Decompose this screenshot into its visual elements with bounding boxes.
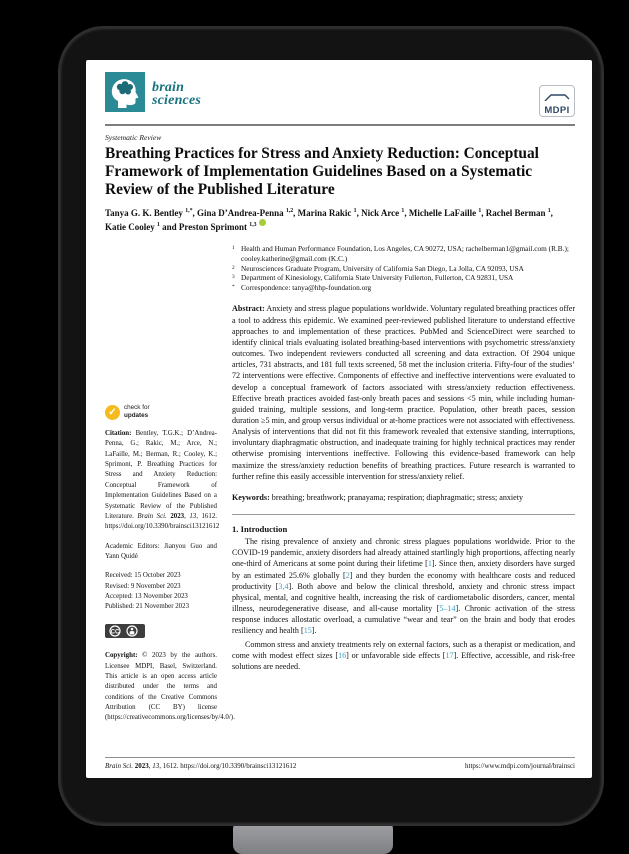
affiliation-row <box>232 244 575 263</box>
correspondence-text: Correspondence: tanya@hhp-foundation.org <box>241 282 372 292</box>
text-segment: , Nick Arce <box>356 207 402 218</box>
copyright-block <box>105 651 235 724</box>
text-segment: 1,2 <box>285 207 294 214</box>
text-segment: 2023 <box>134 762 149 770</box>
text-segment: ]. Chronic activation of the stress response induces allostatic overload, a cumulative “wear and tear” on the brain and body that erodes resiliency and health [ <box>232 604 575 636</box>
author-list <box>105 207 575 234</box>
cc-by-license-icon[interactable] <box>105 624 217 642</box>
text-segment: 1 <box>353 207 357 214</box>
text-segment: 1 <box>478 207 482 214</box>
text-segment: and Preston Sprimont <box>159 222 250 233</box>
affiliation-marker: 2 <box>232 264 235 271</box>
check-updates-line2: updates <box>124 412 149 420</box>
abstract-text: Anxiety and stress plague populations worldwide. Voluntary regulated breathing practices offer a tool to address this epidemic. We examined peer-reviewed published literature to understand effective approaches to and implementation of these practices. PubMed and ScienceDirect were searched to identify clinical trials evaluating isolated breathing-based interventions with psychometric stress/anxiety outcomes. Two independent reviewers conducted all screening and data extraction. Of 2904 unique articles, 731 abstracts, and 181 full texts screened, 58 met the inclusion criteria. Fifty-four of the studies’ 72 interventions were effective. Components of effective and ineffective interventions were evaluated to develop a conceptual framework of factors associated with stress/anxiety reduction effectiveness. Effective breath practices avoided fast-only breath paces and sessions <5 min, while including human-guided training, multiple sessions, and long-term practice. Population, other breath paces, session duration ≥5 min, and group versus individual or at-home practices were not associated with effectiveness. Analysis of interventions that did not fit this framework revealed that extensive standing, interruptions, involuntary diaphragmatic obstruction, and inadequate training for highly technical practices may render otherwise promising interventions ineffective. Following this evidence-based framework can help maximize the stress/anxiety reduction benefits of breathing practices. Future research is warranted to further refine this easily accessible intervention for stress/anxiety relief. <box>232 304 576 481</box>
affiliation-text: Health and Human Performance Foundation, Los Angeles, CA 90272, USA; rachelberman1@gmail.com (R.B.); cooley.katherine@gmail.com (K.C.) <box>241 244 569 263</box>
text-segment: ]. <box>311 626 317 636</box>
citation-ref[interactable]: 16 <box>338 650 347 660</box>
mdpi-wordmark: MDPI <box>544 105 570 116</box>
text-segment: Tanya G. K. Bentley <box>105 207 186 218</box>
published-date: Published: 21 November 2023 <box>105 603 190 611</box>
orcid-icon[interactable] <box>259 219 267 227</box>
text-segment: , <box>184 512 190 520</box>
section-divider <box>232 514 575 515</box>
text-segment: 1 <box>157 222 160 229</box>
text-segment: ] or unfavorable side effects [ <box>346 650 446 660</box>
text-segment: ] and they burden the economy with healthcare costs and reduced productivity [ <box>232 570 575 591</box>
abstract <box>232 303 575 482</box>
accepted-date: Accepted: 13 November 2023 <box>105 593 188 601</box>
footer-journal-url[interactable]: https://www.mdpi.com/journal/brainsci <box>465 762 575 770</box>
text-segment: ]. Both above and below the clinical threshold, anxiety and chronic stress impact physical, mental, and cognitive health, increasing the risk of cardiometabolic disorders, cancer, mental illness, neurodegenerative disease, and all-cause mortality [ <box>232 581 575 614</box>
article-type: Systematic Review <box>105 132 162 142</box>
revised-date: Revised: 9 November 2023 <box>105 582 181 590</box>
check-for-updates-badge[interactable] <box>105 404 217 420</box>
paper-page <box>86 60 592 778</box>
citation-ref[interactable]: 17 <box>445 650 454 660</box>
page-footer <box>105 757 575 770</box>
text-segment: 1 <box>547 207 551 214</box>
text-segment: ]. Since then, anxiety disorders have surged by an estimated 25.6% globally [ <box>232 559 575 580</box>
citation-ref[interactable]: 2 <box>345 570 350 580</box>
keywords-label: Keywords: <box>232 492 270 502</box>
citation-text <box>105 430 219 530</box>
journal-logo[interactable] <box>105 72 201 117</box>
introduction-paragraph-2 <box>232 639 575 672</box>
text-segment: 1,* <box>185 207 193 214</box>
text-segment: , 1612. https://doi.org/10.3390/brainsci13121612 <box>159 762 297 770</box>
tablet-frame <box>58 26 604 826</box>
affiliation-text: Neurosciences Graduate Program, University of California San Diego, La Jolla, CA 92093, USA <box>241 263 524 273</box>
text-segment: , Gina D’Andrea-Penna <box>192 207 286 218</box>
text-segment: Bentley, T.G.K.; D’Andrea-Penna, G.; Rakic, M.; Arce, N.; LaFaille, M.; Berman, R.; Cooley, K.; Sprimont, P. Breathing Practices for Stress and Anxiety Reduction: Conceptual Framework of Implementation Guidelines Based on a Systematic Review of the Published Literature. <box>105 430 217 520</box>
text-segment: 1 <box>401 207 405 214</box>
footer-citation <box>105 762 296 770</box>
text-segment: , 1612. https://doi.org/10.3390/brainsci13121612 <box>105 512 220 531</box>
check-icon: ✓ <box>105 405 120 420</box>
keywords-text: breathing; breathwork; pranayama; respiration; diaphragmatic; stress; anxiety <box>269 492 524 502</box>
sidebar <box>105 244 235 723</box>
text-segment: 13 <box>189 512 197 520</box>
text-segment: , Michelle LaFaille <box>404 207 479 218</box>
content-columns <box>105 244 575 723</box>
brain-sciences-icon <box>105 72 145 117</box>
author-names <box>105 208 553 233</box>
page-header <box>105 72 575 117</box>
dates-block <box>105 571 217 612</box>
text-segment: , Katie Cooley <box>105 207 553 233</box>
citation-ref[interactable]: 3,4 <box>278 581 289 591</box>
affiliation-marker: * <box>232 283 235 290</box>
affiliation-row <box>232 273 575 283</box>
text-segment: 13 <box>152 762 160 770</box>
copyright-text: © 2023 by the authors. Licensee MDPI, Basel, Switzerland. This article is an open access article distributed under the terms and conditions of the Creative Commons Attribution (CC BY) license (https://creativecommons.org/licenses/by/4.0/). <box>105 652 235 722</box>
citation-ref[interactable]: 5–14 <box>439 604 456 614</box>
text-segment: , Rachel Berman <box>481 207 548 218</box>
text-segment: Brain Sci. <box>137 512 171 520</box>
main-column <box>232 244 575 723</box>
citation-ref[interactable]: 15 <box>303 626 312 636</box>
received-date: Received: 15 October 2023 <box>105 572 181 580</box>
citation-label: Citation: <box>105 430 136 438</box>
text-segment: ]. Effective, accessible, and risk-free solutions are needed. <box>232 650 575 671</box>
affiliations <box>232 244 575 292</box>
header-divider <box>105 124 575 126</box>
text-segment: , Marina Rakic <box>293 207 354 218</box>
affiliation-text: Department of Kinesiology, California State University Fullerton, Fullerton, CA 92831, USA <box>241 273 514 283</box>
affiliation-row <box>232 283 575 293</box>
text-segment: , <box>148 762 153 770</box>
mdpi-roof-icon <box>544 88 570 106</box>
abstract-label: Abstract: <box>232 304 265 314</box>
tablet-screen <box>86 60 592 778</box>
check-updates-line1: check for <box>124 404 150 412</box>
text-segment: Brain Sci. <box>105 762 135 770</box>
text-segment: 1,3 <box>249 222 257 229</box>
introduction-heading: 1. Introduction <box>232 524 288 535</box>
copyright-label: Copyright: <box>105 652 143 660</box>
svg-text:CC: CC <box>110 629 120 636</box>
academic-editors: Academic Editors: Jianyou Guo and Yann Quidé <box>105 542 217 560</box>
text-segment: Common stress and anxiety treatments rely on external factors, such as a therapist or medication, and come with modest effect sizes [ <box>232 639 575 660</box>
citation-ref[interactable]: 1 <box>427 559 432 569</box>
affiliation-marker: 1 <box>232 245 235 252</box>
affiliation-row <box>232 264 575 274</box>
journal-name-line2: sciences <box>152 92 202 108</box>
text-segment: The rising prevalence of anxiety and chronic stress plagues populations worldwide. Prior to the COVID-19 pandemic, anxiety disorders had already attained startlingly high proportions, affecting nearly one-third of Americans at some point during their lifetime [ <box>232 537 575 569</box>
citation-block <box>105 429 220 533</box>
affiliation-marker: 3 <box>232 274 235 281</box>
keywords <box>232 492 575 503</box>
article-title: Breathing Practices for Stress and Anxiety Reduction: Conceptual Framework of Implementation Guidelines Based on a Systematic Review of the Published Literature <box>105 144 539 198</box>
introduction-paragraph-1 <box>232 536 575 636</box>
journal-name-line1: brain <box>152 80 185 95</box>
text-segment: 2023 <box>170 512 185 520</box>
mdpi-logo[interactable] <box>539 85 575 117</box>
